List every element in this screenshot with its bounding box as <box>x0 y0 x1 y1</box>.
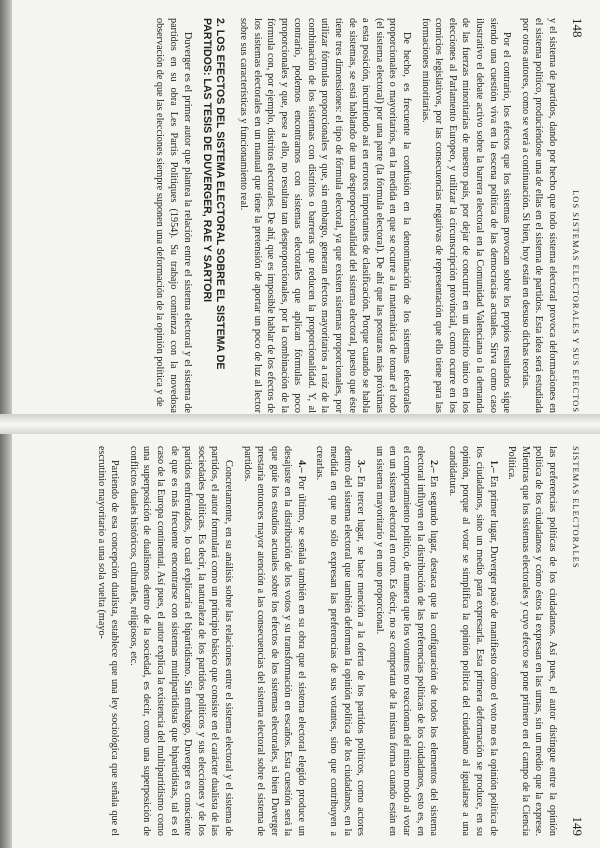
list-item <box>313 446 367 836</box>
running-head-title: SISTEMAS ELECTORALES <box>571 446 581 569</box>
item-number: 1.– <box>487 460 499 473</box>
running-head-title: LOS SISTEMAS ELECTORALES Y SUS EFECTOS <box>571 190 581 413</box>
section-paragraph: Duverger es el primer autor que plantea la relación entre el sistema electoral y el sistema de partidos en su obra Les Partis Politiques (1954). Su trabajo comienza con la novedosa observación de que las elecciones siempre suponen una deformación de la opinión política y de <box>154 18 193 413</box>
item-text: En tercer lugar, se hace mención a la oferta de los partidos políticos, como actores dentro del sistema electoral que también deforman la opinión política de los ciudadanos, en la medida en que no sólo expresan las preferencias de sus votantes, sino que contribuyen a crearlas. <box>314 446 367 836</box>
paragraph: De hecho, es frecuente la confusión en la denominación de los sistemas electorales proporcionales o mayoritarios, en la medida en que se ocurre a la matemática de tomar el todo (el sistema electoral) por una parte (la fórmula electoral). De ahí que las posturas más próximas a esta posición, incurriendo así en errores importantes de clasificación. Porque cuando se habla de sistemas, se está hablando de una desproporcionalidad del sistema electoral, puesto que éste tiene tres dimensiones: el tipo de fórmula electoral, ya que existen sistemas proporcionales, por utilizar fórmulas proporcionales y que, sin embargo, generan efectos mayoritarios a raíz de la combinación de los sistemas con distritos o barreras que reducen la proporcionalidad. Y, al contrario, podemos encontrarnos con sistemas electorales que aplican fórmulas poco proporcionales y que, pese a ello, no resultan tan desproporcionales, por la combinación de la fórmula con, por ejemplo, distritos electorales. De ahí, que es imposible hablar de los efectos de los sistemas electorales en un manual que tiene la pretensión de aportar un poco de luz al lector sobre sus características y funcionamiento real. <box>237 18 413 413</box>
item-text: En segundo lugar, destaca que la configuración de todos los elementos del sistema electoral influyen en la distribución de las preferencias políticas de los ciudadanos, esto es, en el comportamiento político, de manera que los votantes no reaccionan del mismo modo al votar en un sistema electoral en otro. Es decir, no se comportan de la misma forma cuando están en un sistema mayoritario y en uno proporcional. <box>373 446 440 836</box>
page-number: 148 <box>570 18 585 38</box>
running-head <box>569 446 585 836</box>
item-number: 2.– <box>428 460 440 473</box>
list-item <box>240 446 308 836</box>
paragraph: Por el contrario, los efectos que los sistemas provocan sobre los propios resultados sigue siendo una cuestión viva en la escena política de las democracias actuales. Sirva como caso ilustrativo el debate activo sobre la barrera electoral en la Comunidad Valenciana o la demanda de las fuerzas minoritarias de nuestro país, por dejar de concurrir en un distrito único en los elecciones al Parlamento Europeo, y utilizar la circunscripción provincial, como ocurre en los comicios legislativos, por las consecuencias negativas de representación que ello tiene para las formaciones minoritarias. <box>419 18 513 413</box>
item-text: Por último, se señala también en su obra que el sistema electoral elegido produce un desajuste en la distribución de los votos y su transformación en escaños. Esta cuestión será la que guíe los estudios actuales sobre los efectos de los sistemas electorales, si bien Duverger prestaría entonces mayor atención a las consecuencias del sistema electoral sobre el sistema de partidos. <box>241 446 307 836</box>
paragraph: Concretamente, en su análisis sobre las relaciones entre el sistema electoral y el sistema de partidos, el autor formulará como un principio básico que consiste en el carácter dualista de las sociedades políticas. Es decir, la naturaleza de los partidos políticos y sus elecciones y de los partidos enfrentados, lo cual explicaría el bipartidismo. Sin embargo, Duverger es consciente de que es más frecuente encontrarse con sistemas multipartidistas que bipartidistas, tal es el caso de la Europa continental. Así pues, el autor explica la existencia del multipartidismo como una superposición de dualismos dentro de la sociedad, es decir, como una superposición de conflictos duales históricos, culturales, religiosos, etc. <box>127 446 234 836</box>
paragraph: y el sistema de partidos, dando por hecho que todo sistema electoral provoca deformaciones en el sistema político, produciéndose una de ellas en el sistema de partidos. Esta idea será estudiada por otros autores, como se verá a continuación. Si bien, hoy están en desuso dichas teorías. <box>519 18 558 413</box>
page-number: 149 <box>570 816 585 836</box>
page-149 <box>25 446 585 836</box>
list-item <box>372 446 440 836</box>
paragraph: Partiendo de esa concepción dualista, establece que una ley sociológica que señala que el escrutinio mayoritario a una sola vuelta (mayo- <box>95 446 121 836</box>
item-number: 3.– <box>355 460 367 473</box>
page-148 <box>25 18 585 413</box>
section-title: 2. LOS EFECTOS DEL SISTEMA ELECTORAL SOBRE EL SISTEMA DE PARTIDOS: LAS TESIS DE DUVERGER, RAE Y SARTORI <box>200 18 227 370</box>
item-text: En primer lugar, Duverger pasó de manifiesto cómo el voto no es la opinión política de los ciudadanos, sino un medio para expresarla. Esta primera deformación se produce, en su opinión, porque al votar se simplifica la opinión política del ciudadano al igualarse a una candidatura. <box>446 446 499 836</box>
list-item <box>445 446 499 836</box>
paragraph: las preferencias políticas de los ciudadanos. Así pues, el autor distingue entre la opinión política de los ciudadanos y cómo éstos la expresan en las urnas, sin un medio que la exprese. Mientras que los sistemas electorales y cuyo efecto se pone primero en el campo de la Ciencia Política. <box>506 446 558 836</box>
item-number: 4.– <box>295 460 307 473</box>
book-binding <box>0 414 600 434</box>
running-head <box>569 18 585 413</box>
